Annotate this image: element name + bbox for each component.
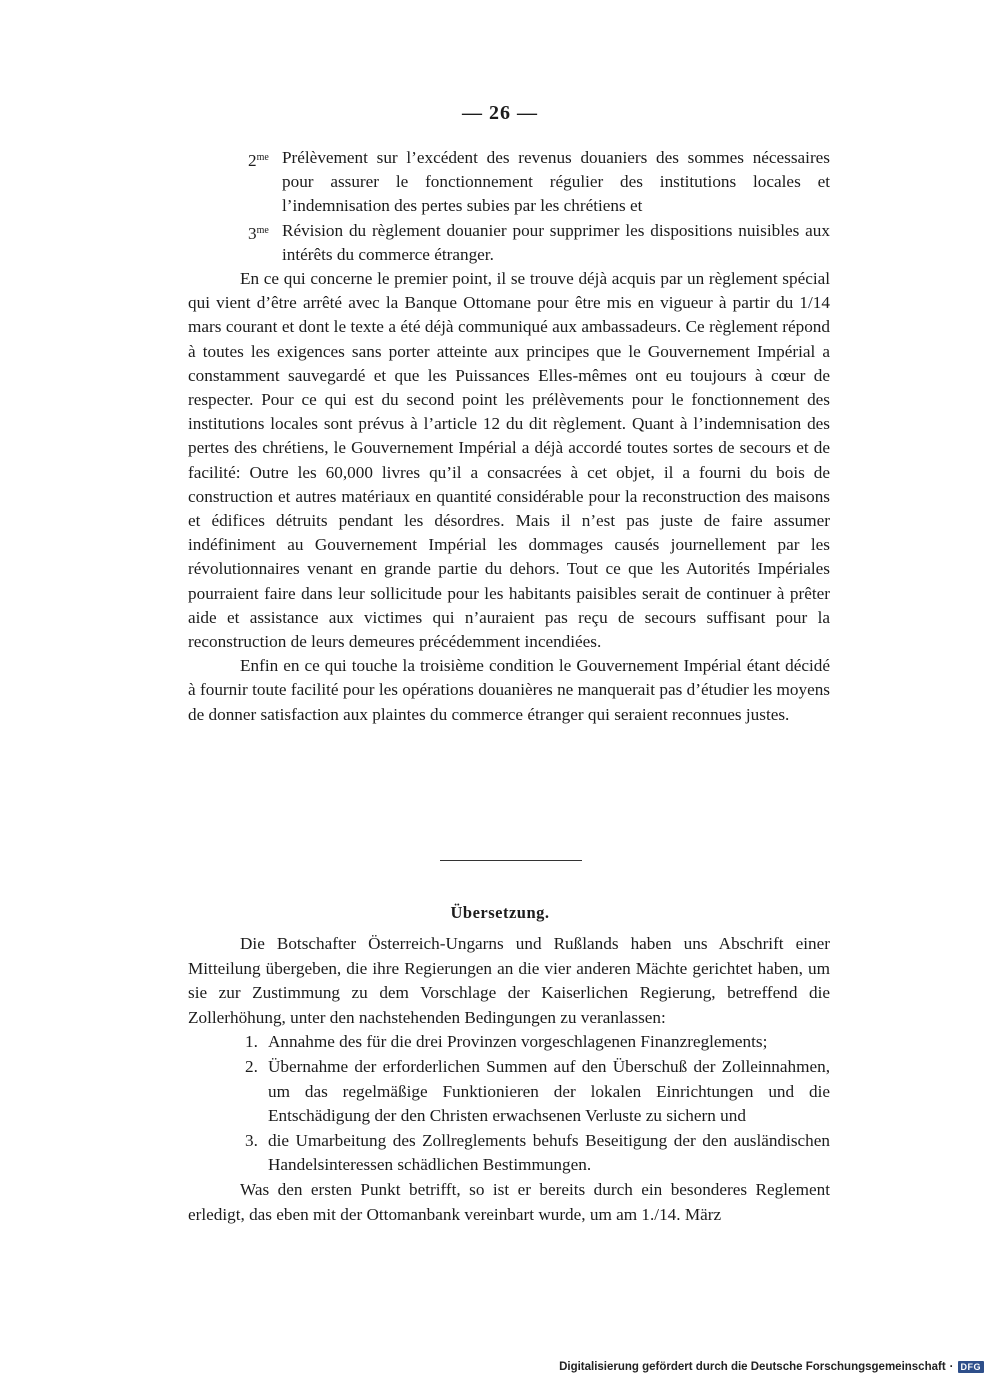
credit-text: Digitalisierung gefördert durch die Deutsche Forschungsgemeinschaft	[559, 1361, 946, 1373]
translation-heading: Übersetzung.	[450, 903, 550, 922]
digitization-credit	[559, 1361, 984, 1373]
dfg-logo-icon: DFG	[958, 1361, 985, 1373]
item-text: Révision du règlement douanier pour supprimer les dispositions nuisibles aux intérêts du commerce étranger.	[282, 220, 830, 264]
list-item	[188, 146, 830, 219]
item-text: die Umarbeitung des Zollreglements behufs Beseitigung der den ausländischen Handelsinteressen schädlichen Bestimmungen.	[268, 1130, 830, 1175]
item-number: $3^{me}$	[248, 223, 269, 243]
french-section	[188, 146, 830, 727]
list-item	[188, 219, 830, 267]
item-text: Übernahme der erforderlichen Summen auf den Überschuß der Zolleinnahmen, um das regelmäßige Funktionieren der lokalen Einrichtungen und die Entschädigung der den Christen erwachsenen Verluste zu sichern und	[268, 1056, 830, 1126]
item-number: 1.	[245, 1032, 258, 1052]
list-item	[188, 1030, 830, 1055]
item-number: $2^{me}$	[248, 151, 269, 170]
item-number: 3.	[245, 1130, 258, 1150]
paragraph: Enfin en ce qui touche la troisième condition le Gouvernement Impérial étant décidé à fournir toute facilité pour les opérations douanières ne manquerait pas d’étudier les moyens de donner satisfaction aux plaintes du commerce étranger qui seraient reconnues justes.	[188, 656, 830, 724]
paragraph: En ce qui concerne le premier point, il se trouve déjà acquis par un règlement spécial qui vient d’être arrêté avec la Banque Ottomane pour être mis en vigueur à partir du 1/14 mars courant et dont le texte a été déjà communiqué aux ambassadeurs. Ce règlement répond à toutes les exigences sans porter atteinte aux principes que le Gouvernement Impérial a constamment sauvegardé et que les Puissances Elles-mêmes ont eu toujours à cœur de respecter. Pour ce qui est du second point les prélèvements pour le fonctionnement des institutions locales sont prévus à l’article 12 du dit règlement. Quant à l’indemnisation des pertes des chrétiens, le Gouvernement Impérial a déjà accordé toutes sortes de secours et de facilité: Outre les 60,000 livres qu’il a consacrées à cet objet, il a fourni du bois de construction et autres matériaux en quantité considérable pour la reconstruction des maisons et édifices détruits pendant les désordres. Mais il n’est pas juste de faire assumer indéfiniment au Gouvernement Impérial les dommages causés journellement par les révolutionnaires venant en grande partie du dehors. Tout ce que les Autorités Impériales pourraient faire dans leur sollicitude pour les habitants paisibles serait de continuer à prêter aide et assistance aux victimes qui n’auraient pas reçu de secours suffisant pour la reconstruction de leurs demeures précédemment incendiées.	[188, 269, 830, 652]
list-item	[188, 1129, 830, 1178]
section-divider	[440, 860, 582, 861]
paragraph: Was den ersten Punkt betrifft, so ist er bereits durch ein besonderes Reglement erledigt, das eben mit der Ottomanbank vereinbart wurde, um am 1./14. März	[188, 1179, 830, 1224]
paragraph: Die Botschafter Österreich-Ungarns und Rußlands haben uns Abschrift einer Mitteilung übergeben, die ihre Regierungen an die vier anderen Mächte gerichtet haben, um sie zur Zustimmung zu dem Vorschlage der Kaiserlichen Regierung, betreffend die Zollerhöhung, unter den nachstehenden Bedingungen zu veranlassen:	[188, 934, 830, 1027]
page-number: — 26 —	[462, 102, 538, 124]
item-text: Prélèvement sur l’excédent des revenus douaniers des sommes nécessaires pour assurer le fonctionnement régulier des institutions locales et l’indemnisation des pertes subies par les chrétiens et	[282, 148, 830, 216]
list-item	[188, 1055, 830, 1129]
separator-dot: ·	[949, 1361, 954, 1373]
item-text: Annahme des für die drei Provinzen vorgeschlagenen Finanzreglements;	[268, 1032, 768, 1052]
german-section	[188, 932, 830, 1227]
item-number: 2.	[245, 1056, 258, 1076]
